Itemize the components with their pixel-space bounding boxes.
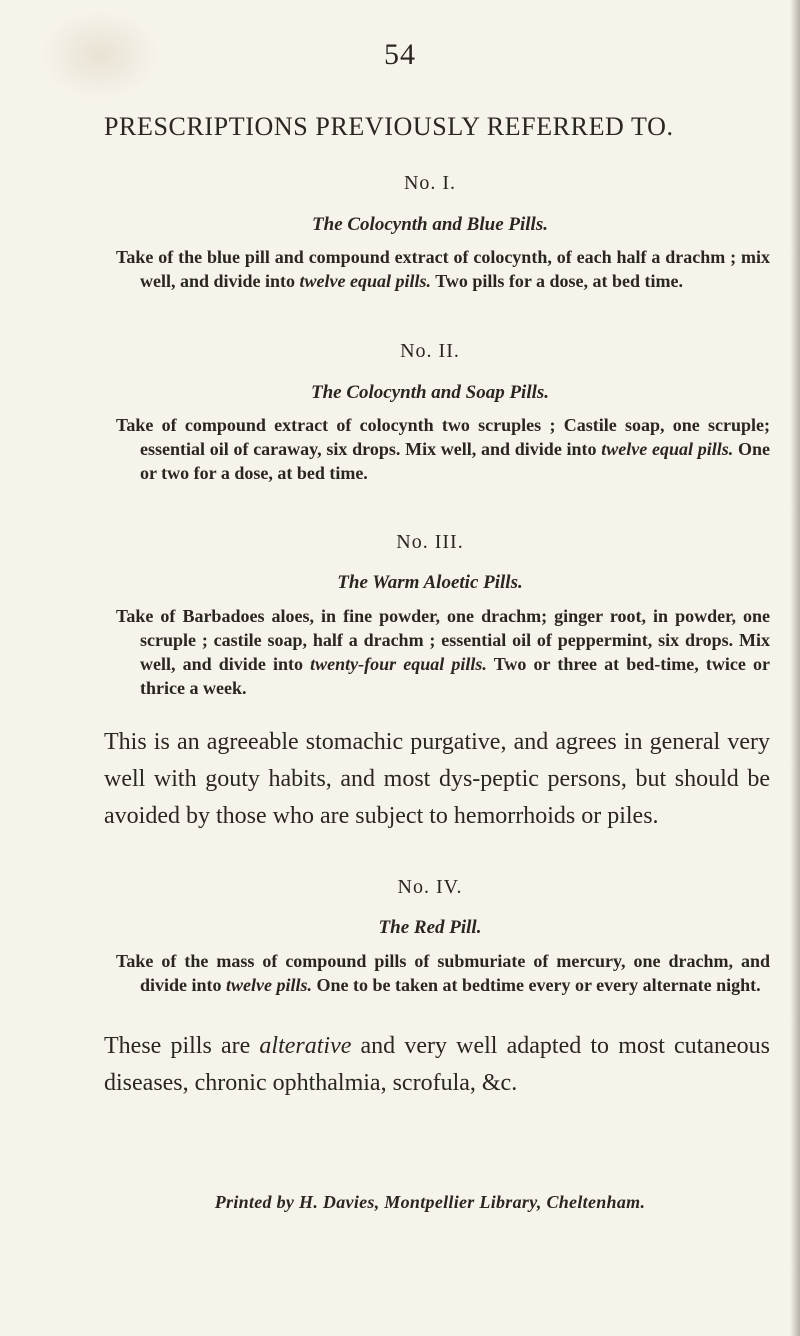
page-number: 54 — [384, 38, 416, 71]
prescription-text: Take of the blue pill and compound extract of colocynth, of each half a drachm ; mix well, and divide into — [116, 247, 770, 291]
prescription-title: The Colocynth and Soap Pills. — [310, 382, 550, 403]
commentary-emphasis: alterative — [259, 1033, 352, 1059]
prescription-text: Take of the mass of compound pills of submuriate of mercury, one drachm, and divide into — [116, 951, 770, 995]
commentary-paragraph — [104, 1028, 770, 1102]
prescription-emphasis: twelve pills. — [226, 975, 313, 995]
prescription-text: Take of Barbadoes aloes, in fine powder, one drachm; ginger root, in powder, one scruple ; castile soap, half a drachm ; essential oil of peppermint, six drops. Mix well, and divide into — [116, 606, 770, 674]
prescription-emphasis: twenty-four equal pills. — [310, 654, 487, 674]
prescription-body — [116, 245, 770, 293]
prescription-number: No. III. — [396, 531, 464, 553]
prescription-number: No. I. — [403, 172, 457, 194]
prescription-number: No. II. — [400, 340, 460, 362]
page-edge-shadow — [790, 0, 800, 1336]
prescription-body — [116, 604, 770, 700]
commentary-text: and very well adapted to most cutaneous diseases, chronic ophthalmia, scrofula, &c. — [104, 1033, 770, 1096]
commentary-text: These pills are — [104, 1033, 260, 1059]
prescription-title: The Warm Aloetic Pills. — [337, 572, 523, 593]
prescription-text: Two pills for a dose, at bed time. — [431, 271, 684, 291]
printer-imprint: Printed by H. Davies, Montpellier Library, Cheltenham. — [214, 1192, 646, 1212]
prescription-title: The Colocynth and Blue Pills. — [312, 214, 548, 235]
prescription-emphasis: twelve equal pills. — [299, 271, 432, 291]
prescription-text: One or two for a dose, at bed time. — [140, 439, 771, 483]
prescription-number: No. IV. — [397, 876, 463, 898]
prescription-body — [116, 413, 770, 485]
prescription-text: One to be taken at bedtime every or every alternate night. — [312, 975, 761, 995]
prescription-text: Two or three at bed-time, twice or thrice a week. — [140, 654, 770, 698]
prescription-text: Take of compound extract of colocynth two scruples ; Castile soap, one scruple; essential oil of caraway, six drops. Mix well, and divide into — [116, 415, 770, 459]
prescription-emphasis: twelve equal pills. — [601, 439, 734, 459]
prescription-title: The Red Pill. — [378, 917, 482, 938]
commentary-paragraph: This is an agreeable stomachic purgative, and agrees in general very well with gouty habits, and most dys-peptic persons, but should be avoided by those who are subject to hemorrhoids or piles. — [104, 729, 770, 829]
prescription-body — [116, 949, 770, 997]
page-title: PRESCRIPTIONS PREVIOUSLY REFERRED TO. — [104, 112, 674, 141]
